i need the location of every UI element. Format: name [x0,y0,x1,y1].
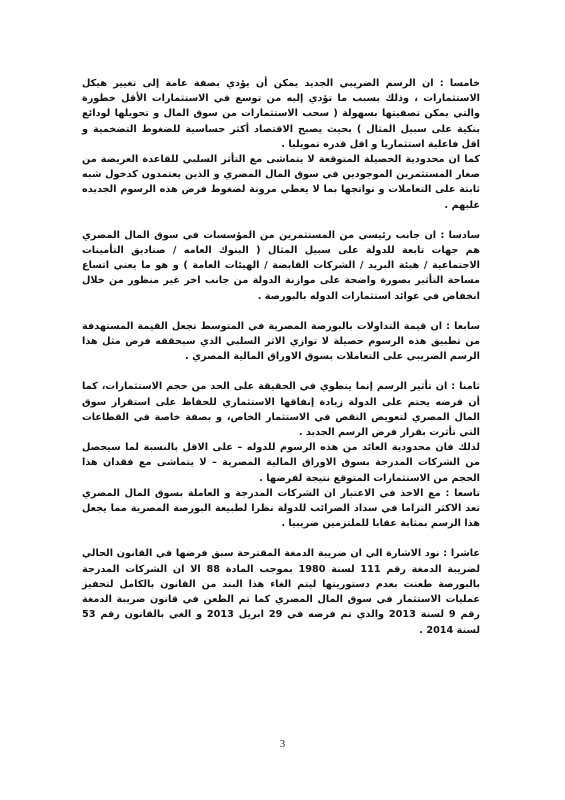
paragraph-sixth: سادسا : ان جانب رئيسي من المستثمرين من المؤسسات في سوق المال المصري هم جهات تابعة للدولة على سبيل المثال ( البنوك العامه / صناديق التأمينات الاجتماعية / هيئة البريد / الشركات القابضة / الهيئات العامة ) و هو ما يعني اتساع مساحة التأثير بصورة واضحة على موازنة الدولة من جانب اخر غير منظور من خلال انخفاض في عوائد استثمارات الدوله بالبورصة . [82,229,480,302]
paragraph-seventh: سابعا : ان قيمة التداولات بالبورصة المصرية في المتوسط تجعل القيمة المستهدفة من تطبيق هذه الرسوم حصيلة لا توازي الاثر السلبي الذي سيحققه فرض مثل هذا الرسم الضريبي على التعاملات بسوق الاوراق المالية المصري . [82,320,480,363]
paragraph-ninth: تاسعا : مع الاخذ في الاعتبار ان الشركات المدرجة و العاملة بسوق المال المصري تعد الاكثر التزاما في سداد الضرائب للدولة نظرا لطبيعة البورصة المصرية مما يجعل هذا الرسم بمثابة عقابا للملتزمين ضريبيا . [82,487,480,530]
paragraph-fifth: خامسا : ان الرسم الضريبي الجديد يمكن أن يؤدي بصفة عامة إلى تغيير هيكل الاستثمارات ، وذلك بسبب ما تؤدي إليه من توسع في الاستثمارات الأقل خطورة والتي يمكن تصفيتها بسهولة ( سحب الاستثمارات من سوق المال و تحويلها لودائع بنكية على سبيل المثال ) بحيث يصبح الاقتصاد أكثر حساسية للضغوط التضخمية و اقل فاعلية استثماريا و اقل قدره تمويليا . [82,78,480,150]
paragraph-eighth: ثامنا : ان تأثير الرسم إنما ينطوي في الحقيقة على الحد من حجم الاستثمارات، كما أن فرضه يحتم على الدولة زيادة إنفاقها الاستثماري للحفاظ على استقرار سوق المال المصري لتعويض النقص في الاستثمار الخاص، و بصفة خاصة في القطاعات التي تأثرت بقرار فرض الرسم الجديد . [82,381,480,439]
paragraph-spacer [82,304,480,319]
paragraph-spacer [82,213,480,228]
paragraph-tenth: عاشرا : نود الاشارة الي ان ضريبة الدمغة المقترحة سبق فرضها في القانون الحالي لضريبة الدمغة رقم 111 لسنة 1980 بموجب المادة 88 الا ان الشركات المدرجة بالبورصة طعنت بعدم دستوريتها ليتم الغاء هذا البند من القانون بالكامل لتحفيز عمليات الاستثمار في سوق المال المصري كما تم الطعن في قانون ضريبة الدمغة رقم 9 لسنة 2013 والذي تم فرضه في 29 ابريل 2013 و الغي بالقانون رقم 53 لسنة 2014 . [82,548,480,636]
document-body [82,76,480,638]
paragraph-spacer [82,531,480,546]
paragraph-fifth-continued: كما ان محدودية الحصيلة المتوقعة لا يتماشى مع التأثر السلبي للقاعدة العريضة من صغار المستثمرين الموجودين في سوق المال المصري و الذين يعتمدون كدخول شبه ثابتة على التعاملات و نواتجها بما لا يعطي مرونة لضغوط فرض هذه الرسوم الجديده عليهم . [82,154,480,211]
page-number: 3 [279,738,286,750]
paragraph-eighth-continued: لذلك فان محدودية العائد من هذه الرسوم للدوله – على الاقل بالنسبة لما سيحصل من الشركات المدرجة بسوق الاوراق المالية المصرية – لا يتماشى مع فقدان هذا الحجم من الاستثمارات المتوقع نتيجة لفرضها . [82,442,480,484]
paragraph-spacer [82,364,480,379]
